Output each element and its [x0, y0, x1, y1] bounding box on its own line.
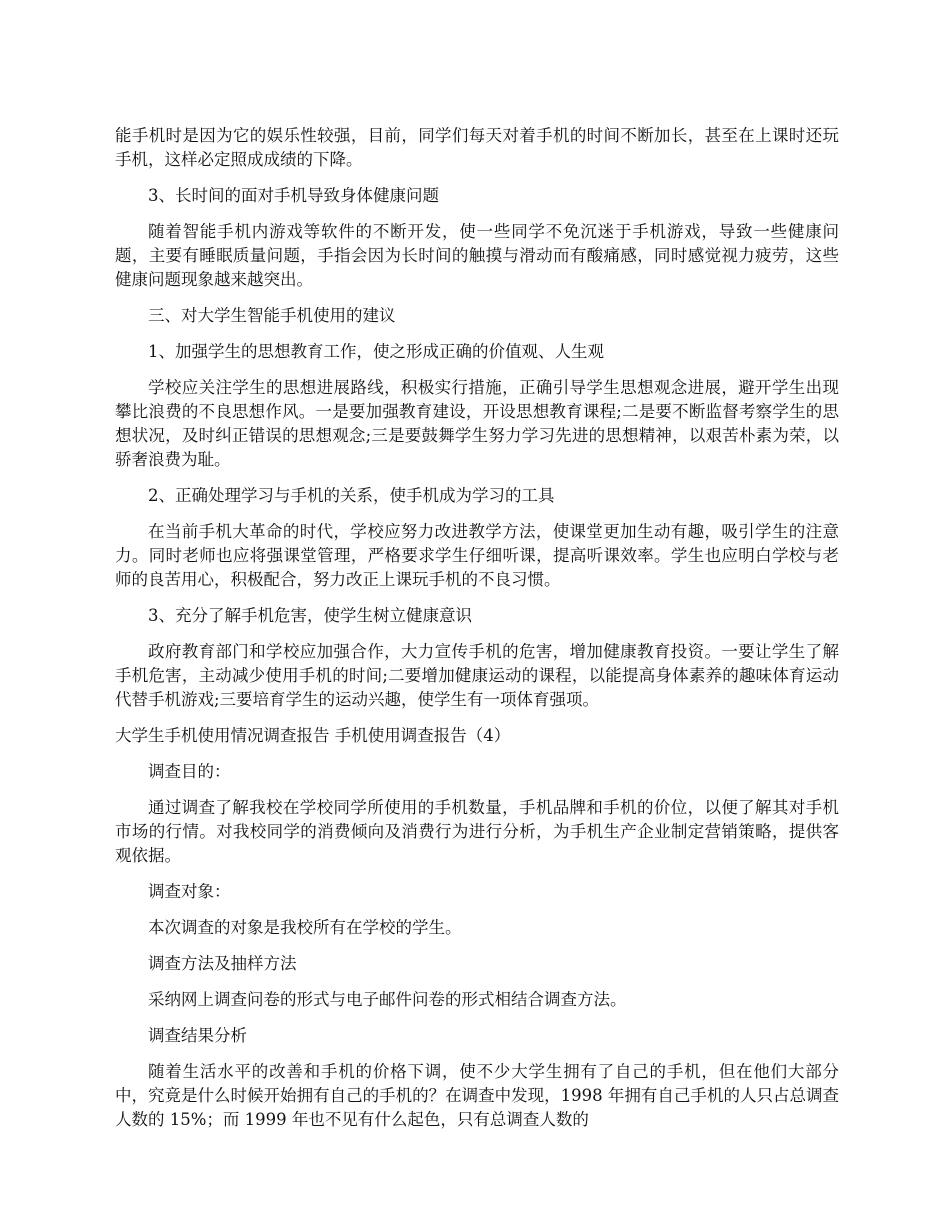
section-heading-suggestions: 三、对大学生智能手机使用的建议: [148, 306, 396, 325]
paragraph-19: 随着生活水平的改善和手机的价格下调，使不少大学生拥有了自己的手机，但在他们大部分中，究竟是什么时候开始拥有自己的手机的？在调查中发现，1998 年拥有自己手机的人只占总调查人数的 15%；而 1999 年也不见有什么起色，只有总调查人数的: [115, 1062, 839, 1129]
paragraph-1: 能手机时是因为它的娱乐性较强，目前，同学们每天对着手机的时间不断加长，甚至在上课时还玩手机，这样必定照成成绩的下降。: [115, 126, 839, 169]
paragraph-10: 政府教育部门和学校应加强合作，大力宣传手机的危害，增加健康教育投资。一要让学生了解手机危害，主动减少使用手机的时间;二要增加健康运动的课程，以能提高身体素养的趣味体育运动代替手机游戏;三要培育学生的运动兴趣，使学生有一项体育强项。: [115, 642, 839, 709]
paragraph-3: 随着智能手机内游戏等软件的不断开发，使一些同学不免沉迷于手机游戏，导致一些健康问题，主要有睡眠质量问题，手指会因为长时间的触摸与滑动而有酸痛感，同时感觉视力疲劳，这些健康问题现象越来越突出。: [115, 222, 839, 289]
paragraph-8: 在当前手机大革命的时代，学校应努力改进教学方法，使课堂更加生动有趣，吸引学生的注意力。同时老师也应将强课堂管理，严格要求学生仔细听课，提高听课效率。学生也应明白学校与老师的良苦用心，积极配合，努力改正上课玩手机的不良习惯。: [115, 522, 839, 589]
subheading-health-awareness: 3、充分了解手机危害，使学生树立健康意识: [148, 606, 472, 625]
paragraph-17: 采纳网上调查问卷的形式与电子邮件问卷的形式相结合调查方法。: [148, 990, 627, 1009]
label-method: 调查方法及抽样方法: [148, 954, 297, 973]
subheading-study-relation: 2、正确处理学习与手机的关系，使手机成为学习的工具: [148, 486, 555, 505]
report-title: 大学生手机使用情况调查报告 手机使用调查报告（4）: [115, 726, 511, 745]
subheading-education: 1、加强学生的思想教育工作，使之形成正确的价值观、人生观: [148, 342, 604, 361]
paragraph-6: 学校应关注学生的思想进展路线，积极实行措施，正确引导学生思想观念进展，避开学生出现攀比浪费的不良思想作风。一是要加强教育建设，开设思想教育课程;二是要不断监督考察学生的思想状况，及时纠正错误的思想观念;三是要鼓舞学生努力学习先进的思想精神，以艰苦朴素为荣，以骄奢浪费为耻。: [115, 378, 839, 469]
document-page: [115, 124, 839, 1144]
paragraph-15: 本次调查的对象是我校所有在学校的学生。: [148, 918, 462, 937]
label-results: 调查结果分析: [148, 1026, 247, 1045]
label-purpose: 调查目的：: [148, 762, 231, 781]
label-target: 调查对象：: [148, 882, 231, 901]
section-heading-health: 3、长时间的面对手机导致身体健康问题: [148, 186, 439, 205]
paragraph-13: 通过调查了解我校在学校同学所使用的手机数量，手机品牌和手机的价位，以便了解其对手机市场的行情。对我校同学的消费倾向及消费行为进行分析，为手机生产企业制定营销策略，提供客观依据。: [115, 798, 839, 865]
